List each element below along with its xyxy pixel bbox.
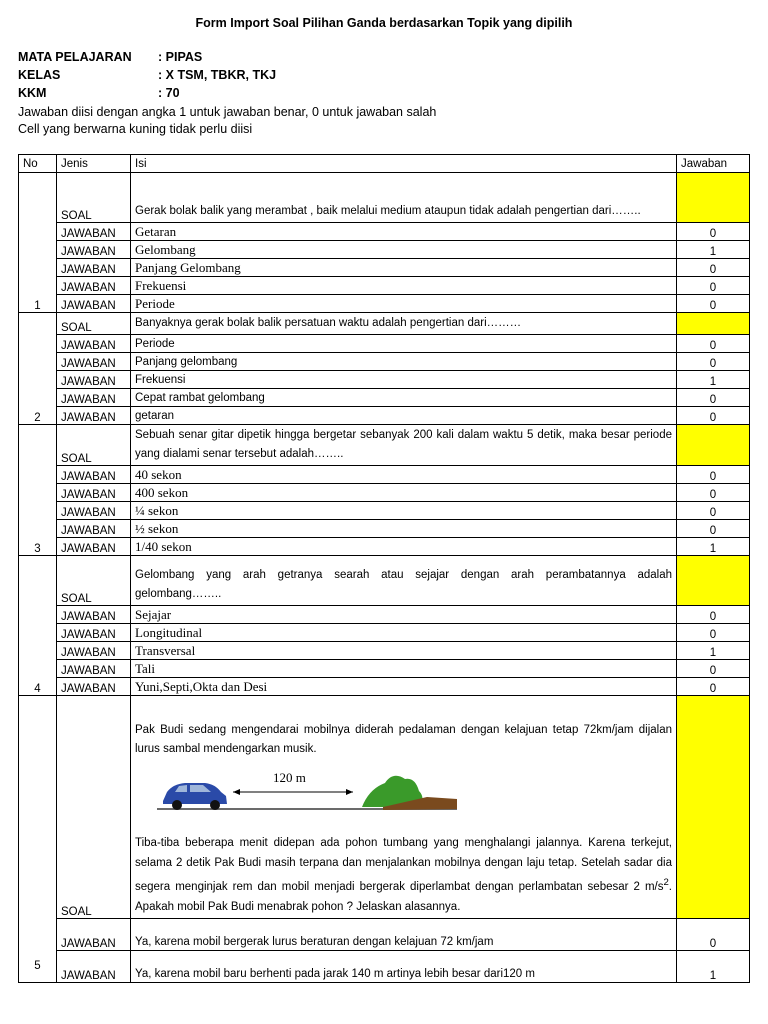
row-type: JAWABAN <box>57 520 131 538</box>
instruction-line: Cell yang berwarna kuning tidak perlu diisi <box>18 121 253 136</box>
question-text[interactable] <box>131 696 677 919</box>
meta-kkm-value: : 70 <box>158 86 180 100</box>
answer-row <box>19 407 750 425</box>
answer-key-cell-disabled <box>677 313 750 335</box>
answer-row <box>19 484 750 502</box>
row-type: JAWABAN <box>57 466 131 484</box>
answer-key-cell[interactable]: 0 <box>677 660 750 678</box>
answer-option-text[interactable]: Getaran <box>131 223 677 241</box>
answer-row <box>19 660 750 678</box>
question-body-part: . Apakah mobil Pak Budi menabrak pohon ? Jelaskan alasannya. <box>135 881 672 913</box>
answer-key-cell-disabled <box>677 173 750 223</box>
answer-option-text[interactable]: Yuni,Septi,Okta dan Desi <box>131 678 677 696</box>
meta-block <box>18 48 276 102</box>
row-type: JAWABAN <box>57 538 131 556</box>
answer-key-cell[interactable]: 0 <box>677 295 750 313</box>
row-type: JAWABAN <box>57 660 131 678</box>
answer-option-text[interactable]: Cepat rambat gelombang <box>131 389 677 407</box>
row-type: JAWABAN <box>57 353 131 371</box>
meta-kkm-label: KKM <box>18 86 47 100</box>
answer-option-text[interactable]: Tali <box>131 660 677 678</box>
answer-key-cell-disabled <box>677 556 750 606</box>
meta-kkm <box>18 84 276 102</box>
soal-row <box>19 173 750 223</box>
answer-key-cell-disabled <box>677 425 750 466</box>
header-jenis: Jenis <box>57 155 131 173</box>
row-type: JAWABAN <box>57 407 131 425</box>
soal-row <box>19 313 750 335</box>
row-type: JAWABAN <box>57 223 131 241</box>
question-body-part: Tiba-tiba beberapa menit didepan ada pohon tumbang yang menghalangi jalannya. Karena terkejut, selama 2 detik Pak Budi masih terpana dan menjalankan mobilnya dengan laju tetap. Setelah sadar dia segera menginjak rem dan mobil menjadi bergerak diperlambat dengan perlambatan sebesar 2 m/s <box>135 837 672 893</box>
answer-key-cell[interactable]: 1 <box>677 241 750 259</box>
answer-option-text[interactable]: Ya, karena mobil baru berhenti pada jarak 140 m artinya lebih besar dari120 m <box>131 951 677 983</box>
question-number: 1 <box>19 173 57 313</box>
answer-row <box>19 919 750 951</box>
meta-class <box>18 66 276 84</box>
answer-key-cell[interactable]: 0 <box>677 466 750 484</box>
question-text[interactable]: Gerak bolak balik yang merambat , baik melalui medium ataupun tidak adalah pengertian dari…….. <box>131 173 677 223</box>
row-type: JAWABAN <box>57 919 131 951</box>
row-type: JAWABAN <box>57 295 131 313</box>
answer-key-cell[interactable]: 0 <box>677 335 750 353</box>
instruction-line: Jawaban diisi dengan angka 1 untuk jawaban benar, 0 untuk jawaban salah <box>18 105 437 119</box>
question-number: 2 <box>19 313 57 425</box>
header-isi: Isi <box>131 155 677 173</box>
answer-option-text[interactable]: 40 sekon <box>131 466 677 484</box>
answer-row <box>19 466 750 484</box>
header-row <box>19 155 750 173</box>
answer-row <box>19 606 750 624</box>
row-type: JAWABAN <box>57 389 131 407</box>
answer-option-text[interactable]: Periode <box>131 335 677 353</box>
answer-row <box>19 295 750 313</box>
row-type: JAWABAN <box>57 335 131 353</box>
answer-key-cell-disabled <box>677 696 750 919</box>
question-body <box>135 834 672 917</box>
answer-option-text[interactable]: Panjang Gelombang <box>131 259 677 277</box>
row-type: JAWABAN <box>57 277 131 295</box>
answer-row <box>19 538 750 556</box>
answer-row <box>19 624 750 642</box>
row-type: JAWABAN <box>57 678 131 696</box>
answer-key-cell[interactable]: 0 <box>677 484 750 502</box>
soal-row <box>19 556 750 606</box>
answer-option-text[interactable]: Ya, karena mobil bergerak lurus beraturan dengan kelajuan 72 km/jam <box>131 919 677 951</box>
answer-key-cell[interactable]: 0 <box>677 223 750 241</box>
answer-option-text[interactable]: 1/40 sekon <box>131 538 677 556</box>
row-type: SOAL <box>57 313 131 335</box>
answer-option-text[interactable]: ¼ sekon <box>131 502 677 520</box>
row-type: JAWABAN <box>57 642 131 660</box>
car-distance-illustration <box>157 767 672 824</box>
answer-row <box>19 277 750 295</box>
answer-row <box>19 223 750 241</box>
question-text[interactable]: Gelombang yang arah getranya searah atau sejajar dengan arah perambatannya adalah gelombang…….. <box>131 556 677 606</box>
row-type: JAWABAN <box>57 241 131 259</box>
answer-row <box>19 678 750 696</box>
answer-key-cell[interactable]: 1 <box>677 642 750 660</box>
answer-key-cell[interactable]: 0 <box>677 919 750 951</box>
answer-option-text[interactable]: Longitudinal <box>131 624 677 642</box>
answer-key-cell[interactable]: 1 <box>677 538 750 556</box>
meta-class-value: : X TSM, TBKR, TKJ <box>158 68 277 82</box>
superscript: 2 <box>663 877 669 889</box>
row-type: JAWABAN <box>57 502 131 520</box>
answer-row <box>19 389 750 407</box>
car-tree-diagram <box>157 767 467 817</box>
row-type: JAWABAN <box>57 951 131 983</box>
car-wheel-front <box>210 800 220 810</box>
answer-option-text[interactable]: 400 sekon <box>131 484 677 502</box>
answer-key-cell[interactable]: 0 <box>677 502 750 520</box>
answer-key-cell[interactable]: 0 <box>677 606 750 624</box>
answer-row <box>19 241 750 259</box>
distance-label: 120 m <box>273 770 306 786</box>
question-table <box>18 154 750 983</box>
row-type: JAWABAN <box>57 484 131 502</box>
answer-key-cell[interactable]: 0 <box>677 353 750 371</box>
meta-class-label: KELAS <box>18 68 61 82</box>
answer-key-cell[interactable]: 0 <box>677 678 750 696</box>
answer-key-cell[interactable]: 1 <box>677 951 750 983</box>
answer-key-cell[interactable]: 0 <box>677 389 750 407</box>
row-type: SOAL <box>57 696 131 919</box>
row-type: SOAL <box>57 556 131 606</box>
answer-key-cell[interactable]: 0 <box>677 259 750 277</box>
answer-key-cell[interactable]: 0 <box>677 277 750 295</box>
answer-key-cell[interactable]: 0 <box>677 624 750 642</box>
answer-row <box>19 642 750 660</box>
meta-subject-value: : PIPAS <box>158 50 203 64</box>
header-jawaban: Jawaban <box>677 155 750 173</box>
answer-row <box>19 259 750 277</box>
answer-option-text[interactable]: Frekuensi <box>131 371 677 389</box>
row-type: JAWABAN <box>57 624 131 642</box>
meta-subject-label: MATA PELAJARAN <box>18 50 132 64</box>
question-text[interactable]: Banyaknya gerak bolak balik persatuan waktu adalah pengertian dari……… <box>131 313 677 335</box>
answer-option-text[interactable]: Transversal <box>131 642 677 660</box>
answer-key-cell[interactable]: 1 <box>677 371 750 389</box>
soal-row <box>19 696 750 919</box>
row-type: JAWABAN <box>57 259 131 277</box>
meta-subject <box>18 48 276 66</box>
instructions <box>18 104 436 137</box>
answer-option-text[interactable]: Gelombang <box>131 241 677 259</box>
answer-option-text[interactable]: Periode <box>131 295 677 313</box>
row-type: SOAL <box>57 173 131 223</box>
question-number: 5 <box>19 696 57 983</box>
answer-row <box>19 951 750 983</box>
row-type: JAWABAN <box>57 371 131 389</box>
answer-option-text[interactable]: Panjang gelombang <box>131 353 677 371</box>
answer-row <box>19 353 750 371</box>
answer-row <box>19 371 750 389</box>
answer-row <box>19 335 750 353</box>
row-type: SOAL <box>57 425 131 466</box>
answer-option-text[interactable]: Sejajar <box>131 606 677 624</box>
page-title: Form Import Soal Pilihan Ganda berdasarkan Topik yang dipilih <box>195 16 573 30</box>
answer-option-text[interactable]: getaran <box>131 407 677 425</box>
header-no: No <box>19 155 57 173</box>
answer-option-text[interactable]: Frekuensi <box>131 277 677 295</box>
question-number: 3 <box>19 425 57 556</box>
row-type: JAWABAN <box>57 606 131 624</box>
answer-key-cell[interactable]: 0 <box>677 520 750 538</box>
soal-row <box>19 425 750 466</box>
question-number: 4 <box>19 556 57 696</box>
car-wheel-rear <box>172 800 182 810</box>
answer-row <box>19 502 750 520</box>
answer-row <box>19 520 750 538</box>
answer-option-text[interactable]: ½ sekon <box>131 520 677 538</box>
question-intro: Pak Budi sedang mengendarai mobilnya diderah pedalaman dengan kelajuan tetap 72km/jam dijalan lurus sambal mendengarkan musik. <box>135 724 672 756</box>
question-text[interactable]: Sebuah senar gitar dipetik hingga bergetar sebanyak 200 kali dalam waktu 5 detik, maka besar periode yang dialami senar tersebut adalah…….. <box>131 425 677 466</box>
answer-key-cell[interactable]: 0 <box>677 407 750 425</box>
